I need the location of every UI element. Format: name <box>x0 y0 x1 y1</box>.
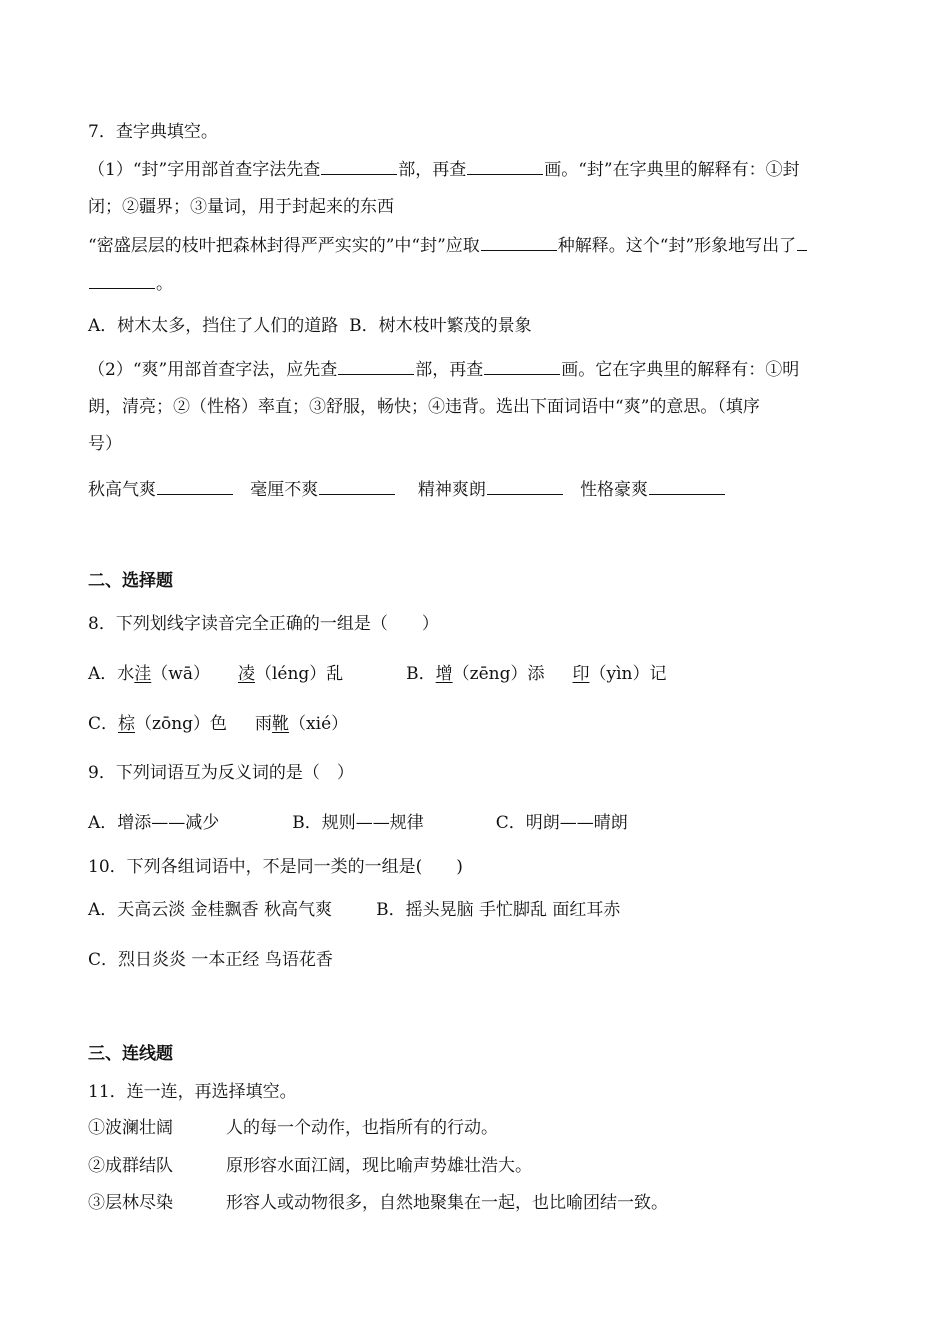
blank[interactable] <box>338 358 414 375</box>
q11-row <box>88 1155 532 1177</box>
q8-title: 8．下列划线字读音完全正确的一组是（ ） <box>88 614 439 634</box>
q7-part1-line3: “密盛层层的枝叶把森林封得严严实实的”中“封”应取 种解释。这个“封”形象地写出了 <box>88 234 808 257</box>
section-title: 二、选择题 <box>88 571 173 591</box>
q11-row <box>88 1117 498 1139</box>
q11-term[interactable]: ①波澜壮阔 <box>88 1118 173 1138</box>
blank[interactable] <box>487 478 563 495</box>
q11-term[interactable]: ③层林尽染 <box>88 1193 173 1213</box>
q11-definition[interactable]: 人的每一个动作，也指所有的行动。 <box>226 1118 498 1138</box>
blank[interactable] <box>321 158 397 175</box>
q9-options <box>88 812 628 834</box>
q8-option-a[interactable]: A．水洼（wā） 凌（léng）乱 <box>88 664 344 684</box>
q11-row <box>88 1192 668 1214</box>
q7-part1-line4: 。 <box>88 272 173 295</box>
q11-title: 11．连一连，再选择填空。 <box>88 1082 297 1102</box>
q11-term[interactable]: ②成群结队 <box>88 1156 173 1176</box>
q8-option-c[interactable]: C．棕（zōng）色 雨靴（xié） <box>88 714 349 734</box>
blank[interactable] <box>467 158 543 175</box>
blank[interactable] <box>89 272 155 289</box>
blank[interactable] <box>484 358 560 375</box>
q9-option-c[interactable]: C．明朗——晴朗 <box>495 813 628 833</box>
q11-definition[interactable]: 原形容水面江阔，现比喻声势雄壮浩大。 <box>226 1156 532 1176</box>
q7-option-a[interactable]: A．树木太多，挡住了人们的道路 <box>88 316 339 336</box>
blank[interactable] <box>797 234 807 251</box>
q10-options-ab <box>88 899 620 921</box>
q7-words: 秋高气爽 毫厘不爽 精神爽朗 性格豪爽 <box>88 478 726 501</box>
q7-part2-line2: 朗，清亮；②（性格）率直；③舒服，畅快；④违背。选出下面词语中“爽”的意思。（填序 <box>88 397 760 417</box>
q8-options-ab <box>88 663 666 685</box>
blank[interactable] <box>157 478 233 495</box>
q7-part1-line1: （1）“封”字用部首查字法先查 部，再查 画。“封”在字典里的解释有：①封 <box>88 160 800 180</box>
blank[interactable] <box>649 478 725 495</box>
q10-option-a[interactable]: A．天高云淡 金桂飘香 秋高气爽 <box>88 900 333 920</box>
q9-option-b[interactable]: B．规则——规律 <box>292 813 424 833</box>
section-title: 三、连线题 <box>88 1044 173 1064</box>
blank[interactable] <box>481 234 557 251</box>
q9-option-a[interactable]: A．增添——减少 <box>88 813 220 833</box>
q7-part1-line2: 闭；②疆界；③量词，用于封起来的东西 <box>88 197 394 217</box>
q7-options <box>88 315 532 337</box>
q8-option-b[interactable]: B．增（zēng）添 印（yìn）记 <box>406 664 667 684</box>
q7-title: 7．查字典填空。 <box>88 122 218 142</box>
q9-title: 9．下列词语互为反义词的是（ ） <box>88 763 354 783</box>
q11-definition[interactable]: 形容人或动物很多，自然地聚集在一起，也比喻团结一致。 <box>226 1193 668 1213</box>
q7-part2-line1: （2）“爽”用部首查字法，应先查 部，再查 画。它在字典里的解释有：①明 <box>88 360 800 380</box>
q10-option-b[interactable]: B．摇头晃脑 手忙脚乱 面红耳赤 <box>376 900 621 920</box>
blank[interactable] <box>319 478 395 495</box>
q7-option-b[interactable]: B．树木枝叶繁茂的景象 <box>349 316 532 336</box>
q10-option-c[interactable]: C．烈日炎炎 一本正经 鸟语花香 <box>88 950 333 970</box>
q7-part2-line3: 号） <box>88 434 122 454</box>
q10-title: 10．下列各组词语中，不是同一类的一组是( ) <box>88 857 463 877</box>
